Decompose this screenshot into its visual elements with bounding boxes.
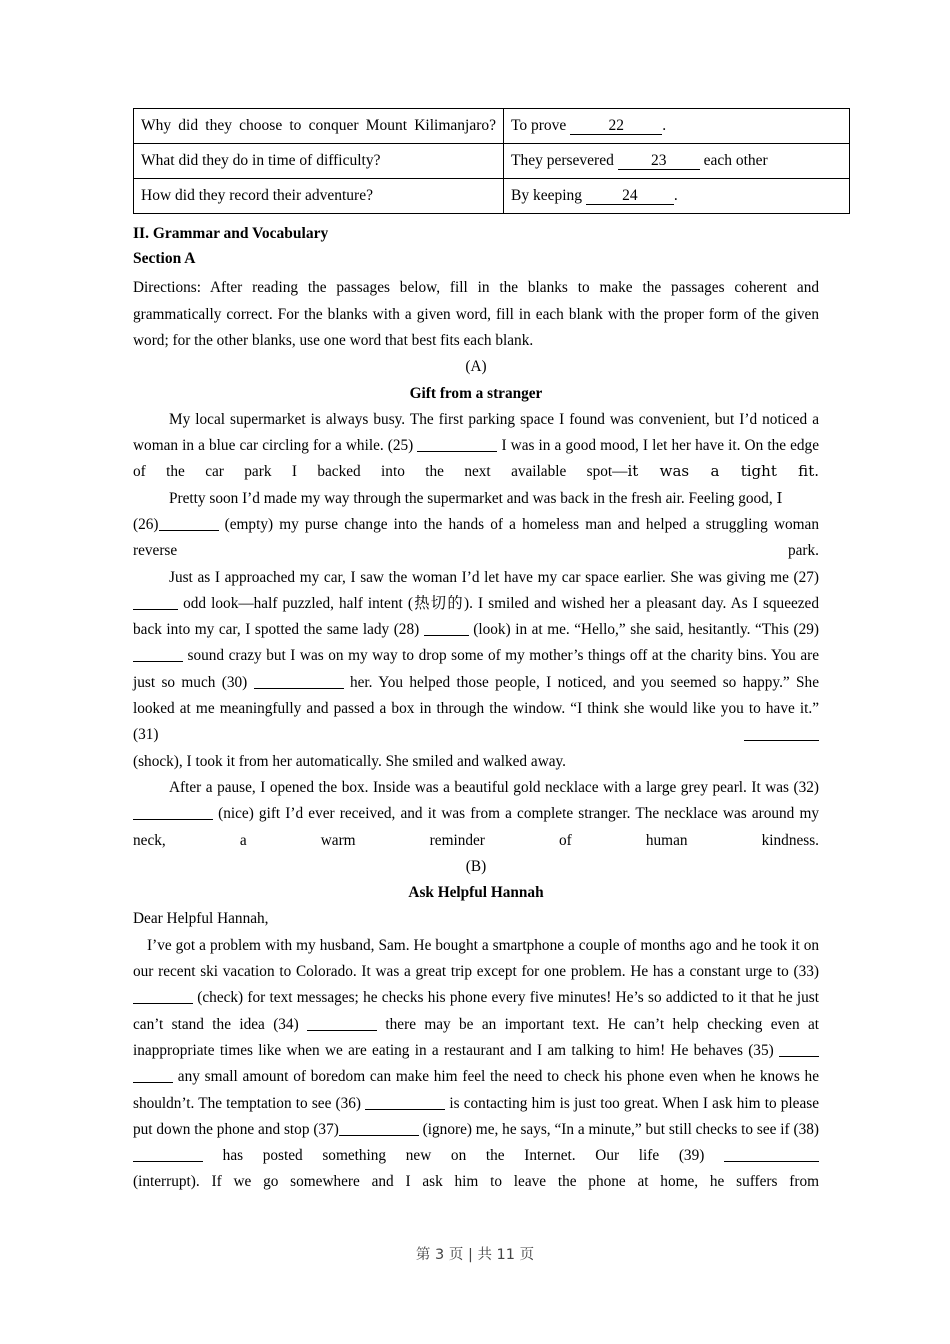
table-row [134,179,850,214]
text-run: (check) for text messages; he checks his phone every five minutes! He’s so addicted to it that he just can’t stand the idea (34) [133,989,819,1033]
text-run: there may be an important text. He can’t help checking even at inappropriate times like when we are eating in a restaurant and I am talking to him! He behaves (35) [133,1015,819,1059]
blank-32[interactable] [133,807,213,820]
table-cell-question: Why did they choose to conquer Mount Kilimanjaro? [134,109,504,144]
answer-text-before: They persevered [511,152,618,170]
table-row [134,109,850,144]
blank-31[interactable] [744,728,819,741]
text-run: (26) [133,516,159,533]
text-run: (empty) my purse change into the hands of a homeless man and helped a struggling woman reverse park. [133,516,819,560]
passage-b-title: Ask Helpful Hannah [408,884,544,902]
passage-a-paragraph-1 [133,407,819,486]
passage-a-letter: (A) [465,358,487,376]
section-label: Section A [133,249,196,267]
passage-a-paragraph-2-body [133,512,819,565]
table-cell-answer [504,144,850,179]
page-content [133,108,819,1196]
passage-a-paragraph-2-head [133,486,819,512]
text-run: I was in a good mood, I let her have it. On the edge of the car park I backed into the next available spot— [133,437,819,481]
answer-text-before: To prove [511,117,571,134]
blank-34[interactable] [307,1018,377,1031]
text-run-altfont: it was a tight fit. [627,462,819,481]
text-run: any small amount of boredom can make him feel the need to check his phone even when he knows he shouldn’t. The temptation to see (36) [133,1068,819,1112]
answer-text-after: . [673,187,678,205]
passage-a-paragraph-4 [133,775,819,854]
text-run: odd look—half puzzled, half intent ( [178,594,413,612]
blank-35-second[interactable] [133,1070,173,1083]
answer-text-after: . [662,117,667,134]
text-run: ). I smiled and wished her a pleasant day. As I squeezed back into my car, I spotted the same lady (28) [133,594,819,639]
blank-27[interactable] [133,597,178,610]
blank-28[interactable] [424,623,469,636]
text-run: (ignore) me, he says, “In a minute,” but still checks to see if (38) [418,1120,819,1138]
text-run: Just as I approached my car, I saw the woman I’d let have my car space earlier. She was giving me (27) [169,568,819,586]
blank-37[interactable] [339,1123,419,1136]
text-run: (look) in at me. “Hello,” she said, hesitantly. “This (29) [468,621,819,639]
directions-text: Directions: After reading the passages below, fill in the blanks to make the passages coherent and grammatically correct. For the blanks with a given word, fill in each blank with the proper form of the given word; for the other blanks, use one word that best fits each blank. [133,279,819,349]
blank-29[interactable] [133,649,183,662]
answer-blank-24[interactable]: 24 [586,187,674,205]
blank-25[interactable] [417,439,497,452]
blank-35-first[interactable] [779,1044,819,1057]
spacer [133,266,819,275]
text-run: Pretty soon I’d made my way through the supermarket and was back in the fresh air. Feeling good, [169,489,777,507]
blank-38[interactable] [133,1149,203,1162]
text-run: My local supermarket is always busy. The first parking space I found was convenient, but I’d noticed a woman in a blue car circling for a while. (25) [133,410,819,455]
table-cell-question: What did they do in time of difficulty? [134,144,504,179]
spacer [133,242,819,251]
passage-b-paragraph-1-tail: (interrupt). If we go somewhere and I ask him to leave the phone at home, he suffers from [133,1173,819,1191]
passage-a-paragraph-3-tail [133,749,819,775]
blank-26[interactable] [159,518,219,531]
answer-blank-22[interactable]: 22 [570,117,662,135]
passage-b-salutation: Dear Helpful Hannah, [133,910,269,928]
text-run: her. You helped those people, I noticed, and you seemed so happy.” She looked at me meaningfully and passed a box in through the window. “I think she would like you to have it.” (31) [133,673,819,744]
blank-39[interactable] [724,1149,819,1162]
answer-text-before: By keeping [511,187,586,205]
text-run: has posted something new on the Internet. Our life (39) [203,1147,724,1165]
table-cell-answer [504,179,850,214]
text-run-altfont: I [776,488,783,507]
text-run: After a pause, I opened the box. Inside was a beautiful gold necklace with a large grey pearl. It was (32) [169,778,819,796]
blank-33[interactable] [133,991,193,1004]
text-run: I’ve got a problem with my husband, Sam. He bought a smartphone a couple of months ago and he took it on our recent ski vacation to Colorado. It was a great trip except for one problem. He has a constant urge to (33) [133,936,819,981]
blank-36[interactable] [365,1097,445,1110]
passage-a-title: Gift from a stranger [409,384,543,402]
table-row [134,144,850,179]
blank-30[interactable] [254,676,344,689]
passage-a-paragraph-3 [133,565,819,749]
passage-b-letter: (B) [465,857,487,875]
chinese-gloss: 热切的 [412,594,464,612]
answer-blank-23[interactable]: 23 [618,152,700,170]
text-run: is contacting him is just too great. When I ask him to please put down the phone and stop (37) [133,1094,819,1138]
table-cell-question: How did they record their adventure? [134,179,504,214]
qa-table [133,108,850,214]
text-run: (shock), I took it from her automatically. She smiled and walked away. [133,752,567,770]
table-cell-answer [504,109,850,144]
part-title: II. Grammar and Vocabulary [133,225,329,243]
passage-b-paragraph-1 [133,933,819,1170]
page-footer: 第 3 页 | 共 11 页 [415,1247,535,1263]
answer-text-after: each other [699,152,768,170]
text-run: sound crazy but I was on my way to drop some of my mother’s things off at the charity bins. You are just so much (30) [133,647,819,691]
text-run: (nice) gift I’d ever received, and it was from a complete stranger. The necklace was around my neck, a warm reminder of human kindness. [133,805,819,849]
